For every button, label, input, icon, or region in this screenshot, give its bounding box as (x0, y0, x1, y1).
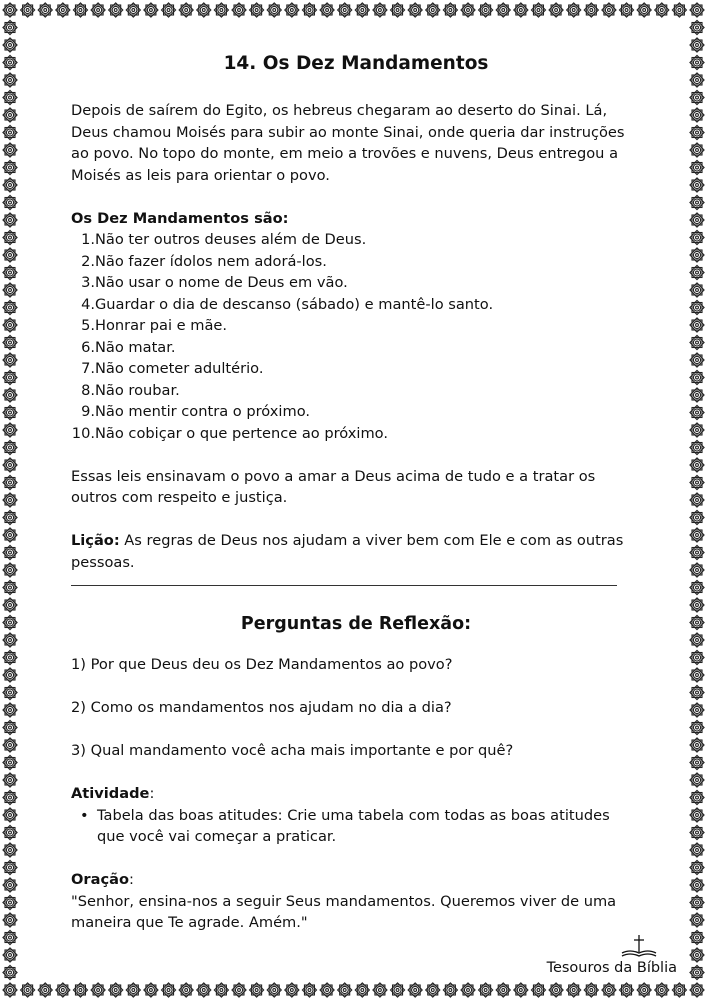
border-ornament (514, 983, 528, 997)
page-content (71, 48, 641, 934)
border-ornament (109, 3, 123, 17)
border-ornament (690, 563, 704, 577)
border-ornament (3, 983, 17, 997)
border-ornament (3, 55, 17, 69)
prayer-text: "Senhor, ensina-nos a seguir Seus mandamentos. Queremos viver de uma maneira que Te agrade. Amém." (71, 892, 617, 931)
border-ornament (3, 825, 17, 839)
reflection-title: Perguntas de Reflexão: (240, 614, 472, 634)
border-ornament (3, 580, 17, 594)
lesson-paragraph (71, 530, 641, 573)
border-ornament (3, 335, 17, 349)
border-ornament (637, 983, 651, 997)
lesson-text: As regras de Deus nos ajudam a viver bem com Ele e com as outras pessoas. (71, 532, 624, 571)
border-ornament (3, 843, 17, 857)
border-ornament (461, 983, 475, 997)
border-ornament (690, 878, 704, 892)
border-ornament (161, 3, 175, 17)
border-ornament (3, 563, 17, 577)
border-ornament (690, 650, 704, 664)
item-text: Guardar o dia de descanso (sábado) e mantê-lo santo. (95, 295, 494, 313)
list-item (71, 229, 641, 251)
border-ornament (3, 440, 17, 454)
border-ornament (690, 300, 704, 314)
border-ornament (3, 878, 17, 892)
border-ornament (690, 213, 704, 227)
border-ornament (3, 913, 17, 927)
list-item (71, 401, 641, 423)
border-ornament (690, 475, 704, 489)
border-ornament (690, 773, 704, 787)
border-ornament (479, 983, 493, 997)
border-ornament (3, 90, 17, 104)
border-ornament (338, 983, 352, 997)
border-ornament (408, 3, 422, 17)
activity-label: Atividade (71, 785, 150, 802)
border-ornament (672, 3, 686, 17)
border-ornament (3, 615, 17, 629)
border-ornament (3, 510, 17, 524)
border-ornament (3, 38, 17, 52)
border-ornament (285, 3, 299, 17)
activity-list (71, 805, 641, 848)
border-ornament (690, 20, 704, 34)
border-ornament (214, 983, 228, 997)
border-ornament (126, 983, 140, 997)
border-ornament (3, 3, 17, 17)
border-ornament (373, 983, 387, 997)
border-ornament (3, 965, 17, 979)
border-ornament (3, 265, 17, 279)
border-ornament (390, 983, 404, 997)
border-ornament (690, 55, 704, 69)
border-ornament (3, 668, 17, 682)
border-ornament (549, 983, 563, 997)
border-ornament (302, 983, 316, 997)
border-ornament (126, 3, 140, 17)
border-ornament (3, 353, 17, 367)
item-number: 5. (81, 317, 95, 334)
border-ornament (479, 3, 493, 17)
list-item (71, 380, 641, 402)
border-ornament (690, 370, 704, 384)
border-ornament (3, 703, 17, 717)
item-number: 3. (81, 274, 95, 291)
brand-label: Tesouros da Bíblia (546, 960, 677, 976)
border-ornament (690, 668, 704, 682)
border-ornament (232, 983, 246, 997)
border-ornament (320, 3, 334, 17)
border-ornament (214, 3, 228, 17)
lesson-label: Lição: (71, 532, 120, 549)
border-ornament (320, 983, 334, 997)
border-ornament (179, 3, 193, 17)
border-ornament (690, 440, 704, 454)
border-ornament (3, 108, 17, 122)
border-ornament (690, 860, 704, 874)
border-ornament (56, 983, 70, 997)
border-ornament (3, 458, 17, 472)
border-ornament (109, 983, 123, 997)
border-ornament (690, 843, 704, 857)
border-ornament (496, 3, 510, 17)
border-ornament (3, 895, 17, 909)
border-ornament (619, 983, 633, 997)
border-ornament (690, 318, 704, 332)
border-ornament (690, 125, 704, 139)
border-ornament (3, 948, 17, 962)
border-ornament (267, 3, 281, 17)
border-ornament (531, 3, 545, 17)
border-ornament (73, 3, 87, 17)
border-ornament (3, 283, 17, 297)
border-ornament (3, 213, 17, 227)
border-ornament (584, 983, 598, 997)
border-ornament (38, 3, 52, 17)
border-ornament (567, 983, 581, 997)
border-ornament (690, 388, 704, 402)
border-ornament (690, 143, 704, 157)
border-ornament (3, 178, 17, 192)
border-ornament (144, 3, 158, 17)
border-ornament (443, 983, 457, 997)
item-text: Não cometer adultério. (95, 360, 264, 377)
prayer-label: Oração (71, 871, 129, 888)
border-ornament (461, 3, 475, 17)
border-ornament (250, 983, 264, 997)
border-ornament (690, 178, 704, 192)
border-ornament (690, 633, 704, 647)
item-number: 2. (81, 252, 95, 270)
border-ornament (690, 598, 704, 612)
border-ornament (3, 195, 17, 209)
border-ornament (197, 983, 211, 997)
border-ornament (73, 983, 87, 997)
border-ornament (3, 300, 17, 314)
border-ornament (584, 3, 598, 17)
border-ornament (3, 633, 17, 647)
border-ornament (443, 3, 457, 17)
intro-paragraph: Depois de saírem do Egito, os hebreus chegaram ao deserto do Sinai. Lá, Deus chamou Moisés para subir ao monte Sinai, onde queria dar instruções ao povo. No topo do monte, em meio a trovões e nuvens, Deus entregou a Moisés as leis para orientar o povo. (71, 102, 625, 184)
page-title: 14. Os Dez Mandamentos (223, 53, 489, 74)
border-ornament (690, 38, 704, 52)
border-ornament (179, 983, 193, 997)
commandments-heading: Os Dez Mandamentos são: (71, 209, 289, 227)
border-ornament (531, 983, 545, 997)
border-ornament (690, 738, 704, 752)
question-item: 2) Como os mandamentos nos ajudam no dia a dia? (71, 699, 452, 716)
border-ornament (672, 983, 686, 997)
item-text: Não usar o nome de Deus em vão. (95, 274, 348, 291)
border-ornament (285, 983, 299, 997)
item-number: 4. (81, 295, 95, 313)
item-text: Não ter outros deuses além de Deus. (95, 231, 367, 248)
border-ornament (91, 3, 105, 17)
border-ornament (197, 3, 211, 17)
list-item (71, 358, 641, 380)
border-ornament (690, 335, 704, 349)
border-ornament (690, 528, 704, 542)
border-ornament (373, 3, 387, 17)
border-ornament (3, 545, 17, 559)
border-ornament (690, 580, 704, 594)
border-ornament (3, 423, 17, 437)
border-ornament (3, 860, 17, 874)
commandments-list (71, 229, 641, 444)
border-ornament (690, 493, 704, 507)
activity-heading (71, 783, 641, 805)
border-ornament (690, 73, 704, 87)
border-ornament (38, 983, 52, 997)
summary-paragraph: Essas leis ensinavam o povo a amar a Deus acima de tudo e a tratar os outros com respeito e justiça. (71, 467, 596, 506)
border-ornament (602, 3, 616, 17)
border-ornament (690, 108, 704, 122)
border-ornament (655, 983, 669, 997)
list-item (71, 315, 641, 337)
border-ornament (338, 3, 352, 17)
border-ornament (3, 650, 17, 664)
list-item (71, 294, 641, 316)
border-ornament (690, 790, 704, 804)
border-ornament (690, 825, 704, 839)
item-number: 9. (81, 403, 95, 420)
border-ornament (690, 720, 704, 734)
border-ornament (690, 90, 704, 104)
border-ornament (690, 755, 704, 769)
border-ornament (302, 3, 316, 17)
border-ornament (690, 3, 704, 17)
border-ornament (3, 160, 17, 174)
border-ornament (3, 388, 17, 402)
border-ornament (619, 3, 633, 17)
item-number: 8. (81, 381, 95, 399)
border-ornament (690, 685, 704, 699)
border-ornament (355, 983, 369, 997)
border-ornament (3, 598, 17, 612)
border-ornament (21, 3, 35, 17)
border-ornament (690, 265, 704, 279)
border-ornament (408, 983, 422, 997)
border-ornament (690, 195, 704, 209)
border-ornament (3, 738, 17, 752)
border-ornament (232, 3, 246, 17)
border-ornament (21, 983, 35, 997)
list-item (71, 272, 641, 294)
item-text: Não mentir contra o próximo. (95, 403, 311, 420)
border-ornament (690, 510, 704, 524)
border-ornament (690, 230, 704, 244)
border-ornament (655, 3, 669, 17)
border-ornament (3, 125, 17, 139)
border-ornament (567, 3, 581, 17)
border-ornament (91, 983, 105, 997)
border-ornament (267, 983, 281, 997)
border-ornament (690, 948, 704, 962)
border-ornament (690, 248, 704, 262)
border-ornament (161, 983, 175, 997)
border-ornament (3, 720, 17, 734)
border-ornament (514, 3, 528, 17)
item-number: 10. (71, 424, 95, 442)
border-ornament (3, 528, 17, 542)
list-item (80, 805, 641, 848)
item-number: 6. (81, 338, 95, 356)
list-item (71, 423, 641, 445)
border-ornament (690, 545, 704, 559)
item-number: 7. (81, 360, 95, 377)
border-ornament (390, 3, 404, 17)
item-number: 1. (81, 231, 95, 248)
border-ornament (3, 475, 17, 489)
border-ornament (56, 3, 70, 17)
border-ornament (3, 790, 17, 804)
border-ornament (355, 3, 369, 17)
border-ornament (3, 808, 17, 822)
border-ornament (549, 3, 563, 17)
item-text: Não roubar. (95, 381, 180, 399)
border-ornament (3, 773, 17, 787)
border-ornament (690, 703, 704, 717)
border-ornament (3, 73, 17, 87)
border-ornament (690, 913, 704, 927)
list-item (71, 337, 641, 359)
border-ornament (3, 143, 17, 157)
prayer-heading (71, 869, 641, 891)
prayer-colon: : (128, 871, 134, 888)
question-item: 1) Por que Deus deu os Dez Mandamentos ao povo? (71, 656, 453, 673)
border-ornament (690, 353, 704, 367)
border-ornament (496, 983, 510, 997)
bullet-icon: • (80, 806, 89, 824)
border-ornament (3, 755, 17, 769)
item-text: Não matar. (95, 338, 176, 356)
border-ornament (690, 283, 704, 297)
question-item: 3) Qual mandamento você acha mais importante e por quê? (71, 742, 514, 759)
border-ornament (3, 318, 17, 332)
border-ornament (3, 370, 17, 384)
border-ornament (426, 3, 440, 17)
border-ornament (690, 808, 704, 822)
list-item (71, 251, 641, 273)
border-ornament (690, 895, 704, 909)
border-ornament (3, 248, 17, 262)
activity-colon: : (149, 785, 155, 802)
border-ornament (690, 930, 704, 944)
border-ornament (144, 983, 158, 997)
item-text: Honrar pai e mãe. (95, 317, 228, 334)
border-ornament (3, 405, 17, 419)
border-ornament (690, 423, 704, 437)
border-ornament (3, 930, 17, 944)
border-ornament (637, 3, 651, 17)
border-ornament (3, 685, 17, 699)
item-text: Não fazer ídolos nem adorá-los. (95, 252, 327, 270)
border-ornament (690, 615, 704, 629)
border-ornament (690, 405, 704, 419)
border-ornament (690, 160, 704, 174)
border-ornament (690, 458, 704, 472)
border-ornament (426, 983, 440, 997)
border-ornament (3, 230, 17, 244)
activity-text: Tabela das boas atitudes: Crie uma tabela com todas as boas atitudes que você vai começar a praticar. (97, 806, 610, 845)
border-ornament (3, 20, 17, 34)
border-ornament (690, 983, 704, 997)
border-ornament (602, 983, 616, 997)
section-divider (71, 585, 617, 586)
border-ornament (250, 3, 264, 17)
border-ornament (3, 493, 17, 507)
cross-book-icon (619, 934, 659, 958)
border-ornament (690, 965, 704, 979)
footer-brand (527, 934, 677, 976)
item-text: Não cobiçar o que pertence ao próximo. (95, 424, 388, 442)
